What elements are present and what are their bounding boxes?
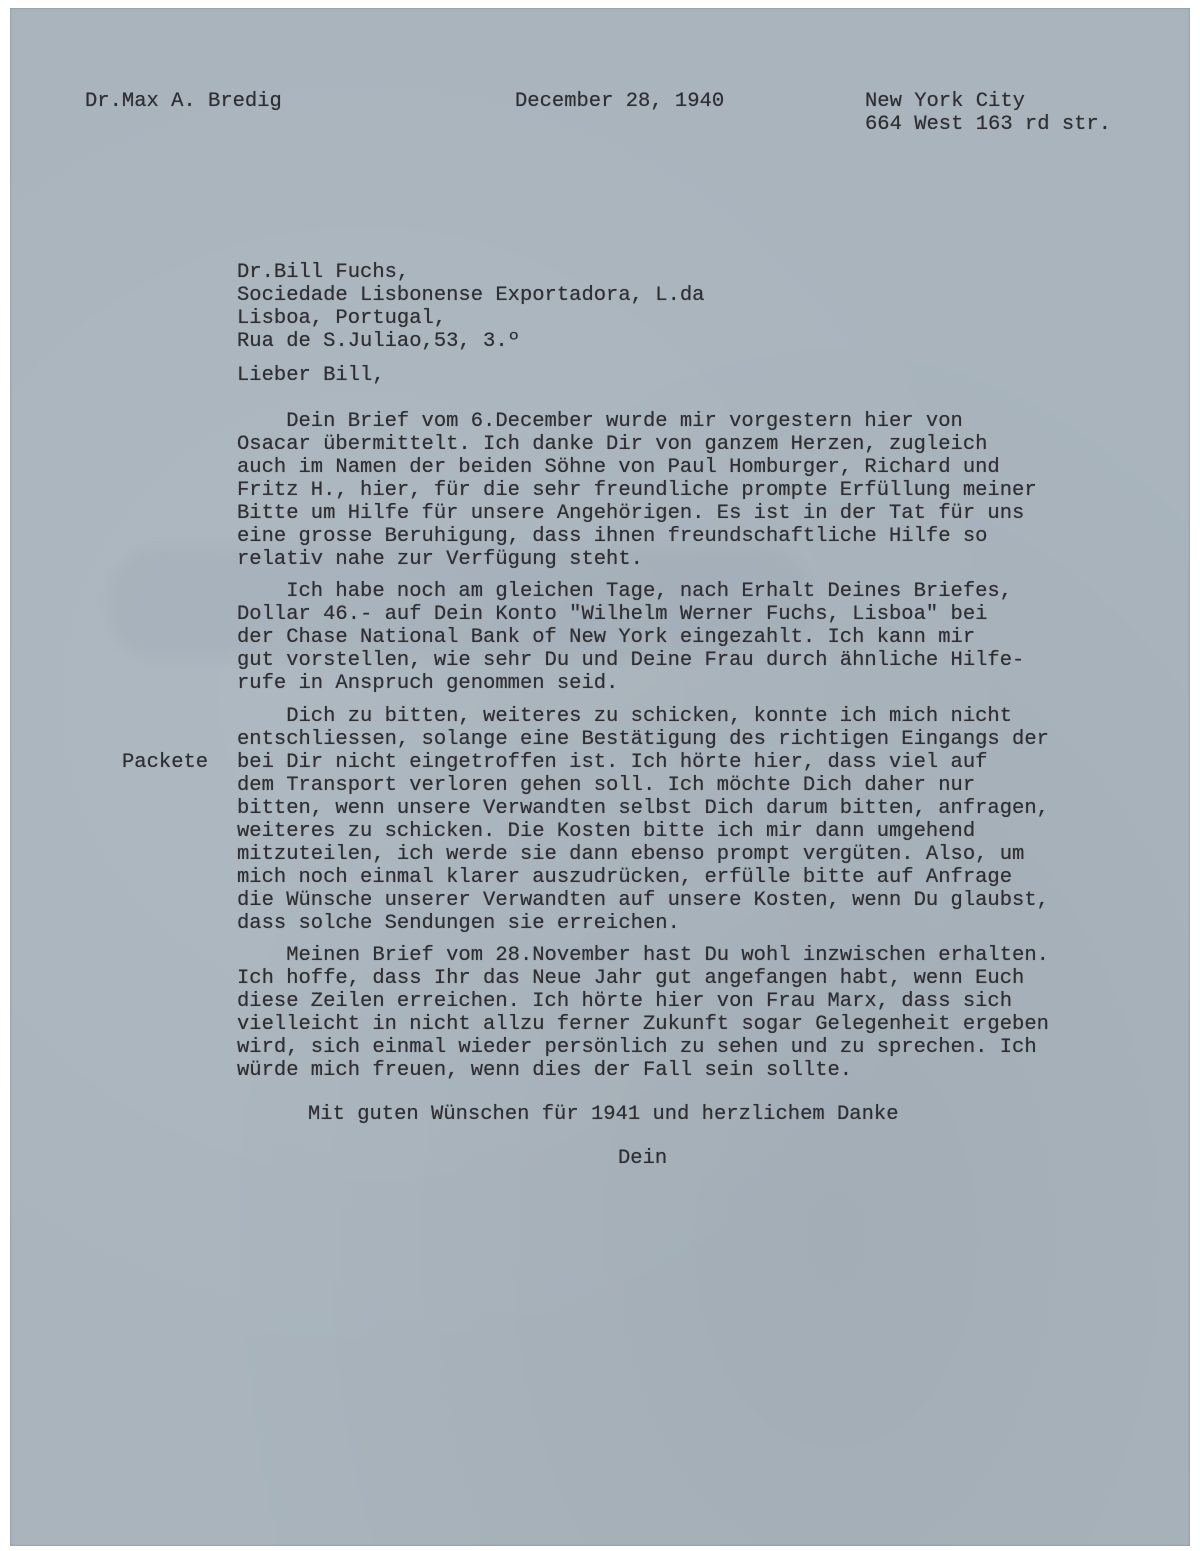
body-line: auch im Namen der beiden Söhne von Paul Homburger, Richard und bbox=[237, 456, 1000, 479]
body-line: Fritz H., hier, für die sehr freundliche prompte Erfüllung meiner bbox=[237, 479, 1037, 502]
salutation: Lieber Bill, bbox=[237, 364, 385, 387]
body-line: mich noch einmal klarer auszudrücken, erfülle bitte auf Anfrage bbox=[237, 866, 1013, 889]
sender-city: New York City bbox=[865, 90, 1025, 113]
signoff: Dein bbox=[618, 1147, 668, 1170]
letter-date: December 28, 1940 bbox=[515, 90, 725, 113]
body-line: Dich zu bitten, weiteres zu schicken, konnte ich mich nicht bbox=[237, 705, 1013, 728]
recipient-line: Sociedade Lisbonense Exportadora, L.da bbox=[237, 284, 705, 307]
body-line: relativ nahe zur Verfügung steht. bbox=[237, 548, 643, 571]
body-line: rufe in Anspruch genommen seid. bbox=[237, 672, 619, 695]
body-line: vielleicht in nicht allzu ferner Zukunft sogar Gelegenheit ergeben bbox=[237, 1013, 1049, 1036]
sender-name: Dr.Max A. Bredig bbox=[85, 90, 282, 113]
body-line: mitzuteilen, ich werde sie dann ebenso prompt vergüten. Also, um bbox=[237, 843, 1025, 866]
body-line: Meinen Brief vom 28.November hast Du wohl inzwischen erhalten. bbox=[237, 944, 1049, 967]
body-line: diese Zeilen erreichen. Ich hörte hier von Frau Marx, dass sich bbox=[237, 990, 1013, 1013]
body-line: würde mich freuen, wenn dies der Fall sein sollte. bbox=[237, 1059, 853, 1082]
body-line: bei Dir nicht eingetroffen ist. Ich hörte hier, dass viel auf bbox=[237, 751, 988, 774]
body-line: dem Transport verloren gehen soll. Ich möchte Dich daher nur bbox=[237, 774, 976, 797]
recipient-line: Lisboa, Portugal, bbox=[237, 307, 447, 330]
margin-note: Packete bbox=[122, 751, 209, 774]
body-line: eine grosse Beruhigung, dass ihnen freundschaftliche Hilfe so bbox=[237, 525, 988, 548]
body-line: gut vorstellen, wie sehr Du und Deine Frau durch ähnliche Hilfe- bbox=[237, 649, 1025, 672]
recipient-line: Dr.Bill Fuchs, bbox=[237, 261, 410, 284]
body-line: Dollar 46.- auf Dein Konto "Wilhelm Werner Fuchs, Lisboa" bei bbox=[237, 603, 988, 626]
body-line: weiteres zu schicken. Die Kosten bitte ich mir dann umgehend bbox=[237, 820, 976, 843]
body-line: entschliessen, solange eine Bestätigung des richtigen Eingangs der bbox=[237, 728, 1049, 751]
body-line: die Wünsche unserer Verwandten auf unsere Kosten, wenn Du glaubst, bbox=[237, 889, 1049, 912]
recipient-line: Rua de S.Juliao,53, 3.º bbox=[237, 330, 520, 353]
body-line: Ich hoffe, dass Ihr das Neue Jahr gut angefangen habt, wenn Euch bbox=[237, 967, 1025, 990]
sender-street: 664 West 163 rd str. bbox=[865, 113, 1112, 136]
body-line: Ich habe noch am gleichen Tage, nach Erhalt Deines Briefes, bbox=[237, 580, 1013, 603]
body-line: Bitte um Hilfe für unsere Angehörigen. Es ist in der Tat für uns bbox=[237, 502, 1025, 525]
body-line: der Chase National Bank of New York eingezahlt. Ich kann mir bbox=[237, 626, 976, 649]
body-line: bitten, wenn unsere Verwandten selbst Dich darum bitten, anfragen, bbox=[237, 797, 1049, 820]
body-line: Dein Brief vom 6.December wurde mir vorgestern hier von bbox=[237, 410, 963, 433]
body-line: Osacar übermittelt. Ich danke Dir von ganzem Herzen, zugleich bbox=[237, 433, 988, 456]
body-line: dass solche Sendungen sie erreichen. bbox=[237, 912, 680, 935]
closing-line: Mit guten Wünschen für 1941 und herzlichem Danke bbox=[308, 1103, 899, 1126]
body-line: wird, sich einmal wieder persönlich zu sehen und zu sprechen. Ich bbox=[237, 1036, 1037, 1059]
